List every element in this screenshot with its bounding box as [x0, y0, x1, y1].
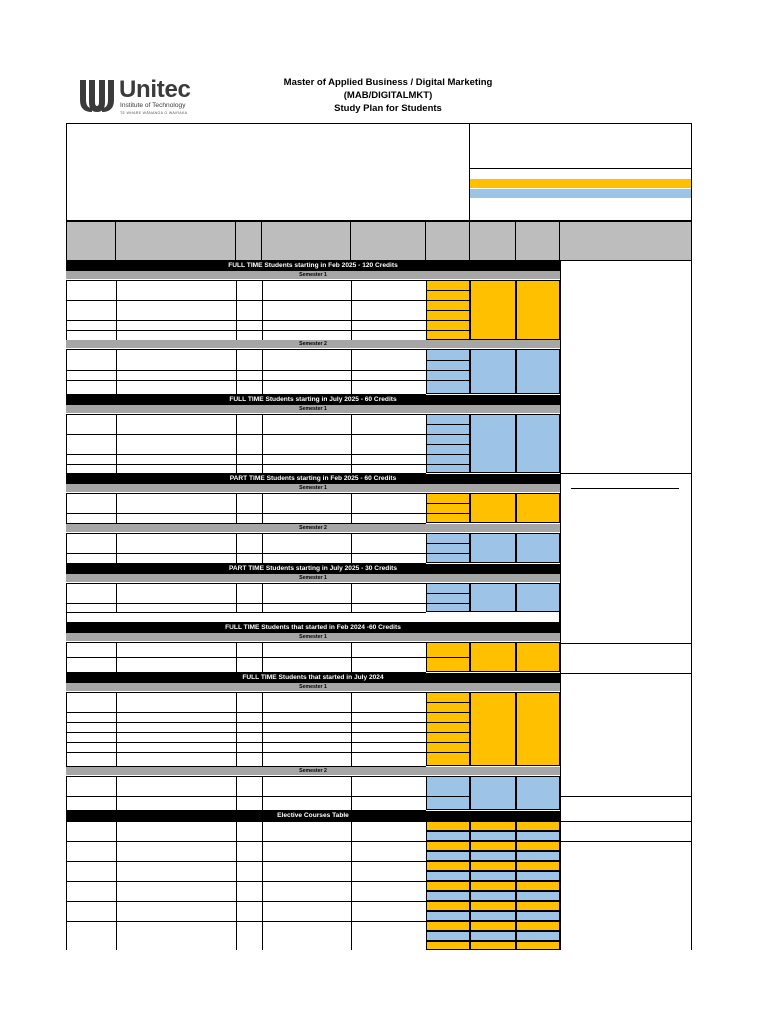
table-row-line-0-4	[66, 330, 426, 331]
table-col-line-5-2	[236, 583, 237, 612]
status-block-8-2	[516, 776, 560, 810]
notes-col-right	[691, 260, 692, 950]
status-block-7-1	[470, 692, 516, 766]
table-row-line-2-3	[66, 454, 426, 455]
table-col-line-1-7	[516, 349, 517, 394]
table-col-line-7-2	[236, 692, 237, 766]
elective-status-6-1	[470, 881, 516, 891]
table-col-line-4-1	[116, 533, 117, 563]
table-col-line-6-5	[426, 642, 427, 672]
table-col-line-8-6	[470, 776, 471, 810]
table-row-line-3-2	[66, 513, 426, 514]
section-band-pt-jul2025: PART TIME Students starting in July 2025 - 30 Credits	[66, 564, 560, 574]
status-stripe-1-0	[426, 360, 470, 361]
table-row-line-5-0	[66, 583, 426, 584]
status-block-3-1	[470, 493, 516, 523]
table-col-line-2-1	[116, 414, 117, 473]
elective-row-line-0	[66, 821, 426, 822]
legend-blue-swatch	[470, 189, 691, 198]
status-block-2-2	[516, 414, 560, 473]
table-col-line-8-0	[66, 776, 67, 810]
status-block-3-2	[516, 493, 560, 523]
status-stripe-7-3	[426, 732, 470, 733]
table-col-line-6-7	[516, 642, 517, 672]
semester-label-pt-feb2025-s2: Semester 2	[66, 524, 560, 532]
status-block-7-0	[426, 692, 470, 766]
status-stripe-6-0	[426, 657, 470, 658]
elective-status-6-0	[426, 881, 470, 891]
table-col-line-2-3	[262, 414, 263, 473]
notes-col-left	[560, 260, 561, 950]
table-col-line-5-4	[351, 583, 352, 612]
table-col-line-7-0	[66, 692, 67, 766]
elective-status-12-2	[516, 941, 560, 950]
semester-label-ft-jul2024-s2: Semester 2	[66, 767, 560, 775]
elective-status-7-0	[426, 891, 470, 901]
status-stripe-7-1	[426, 712, 470, 713]
status-block-5-2	[516, 583, 560, 612]
status-stripe-5-1	[426, 603, 470, 604]
status-stripe-4-1	[426, 553, 470, 554]
table-col-line-1-4	[351, 349, 352, 394]
status-stripe-0-0	[426, 290, 470, 291]
elective-status-1-0	[426, 831, 470, 841]
status-stripe-7-5	[426, 752, 470, 753]
elective-status-0-2	[516, 821, 560, 831]
notes-row-line-4	[560, 821, 692, 822]
table-col-line-1-6	[470, 349, 471, 394]
status-stripe-2-3	[426, 454, 470, 455]
table-col-line-3-1	[116, 493, 117, 523]
table-col-line-6-6	[470, 642, 471, 672]
elective-status-4-2	[516, 861, 560, 871]
table-row-line-2-2	[66, 434, 426, 435]
table-col-line-4-7	[516, 533, 517, 563]
table-row-line-7-6	[66, 752, 426, 753]
elective-status-6-2	[516, 881, 560, 891]
semester-label-ft-jul2024-s1: Semester 1	[66, 683, 560, 691]
status-stripe-2-0	[426, 424, 470, 425]
table-col-line-7-1	[116, 692, 117, 766]
status-stripe-0-3	[426, 320, 470, 321]
status-block-7-2	[516, 692, 560, 766]
status-stripe-8-0	[426, 796, 470, 797]
elective-status-3-2	[516, 851, 560, 861]
table-col-line-1-3	[262, 349, 263, 394]
notes-row-line-0	[560, 473, 692, 474]
notes-row-line-3	[560, 796, 692, 797]
table-col-line-1-0	[66, 349, 67, 394]
legend-orange-swatch	[470, 179, 691, 188]
elective-status-5-1	[470, 871, 516, 881]
elective-status-7-2	[516, 891, 560, 901]
table-col-line-0-0	[66, 280, 67, 340]
table-col-line-4-6	[470, 533, 471, 563]
section-band-ft-jul2025: FULL TIME Students starting in July 2025 - 60 Credits	[66, 395, 560, 405]
status-block-3-0	[426, 493, 470, 523]
status-block-4-0	[426, 533, 470, 563]
table-row-line-7-0	[66, 692, 426, 693]
table-col-line-0-5	[426, 280, 427, 340]
status-stripe-4-0	[426, 543, 470, 544]
table-col-line-8-3	[262, 776, 263, 810]
elective-status-5-0	[426, 871, 470, 881]
table-row-line-0-3	[66, 320, 426, 321]
table-col-line-2-0	[66, 414, 67, 473]
elective-status-1-1	[470, 831, 516, 841]
table-col-line-4-4	[351, 533, 352, 563]
status-block-0-2	[516, 280, 560, 340]
status-block-6-1	[470, 642, 516, 672]
status-block-6-2	[516, 642, 560, 672]
status-stripe-2-1	[426, 434, 470, 435]
table-row-line-7-3	[66, 722, 426, 723]
table-col-line-8-4	[351, 776, 352, 810]
status-stripe-2-4	[426, 464, 470, 465]
unitec-emblem-icon	[78, 78, 116, 114]
status-block-4-1	[470, 533, 516, 563]
table-col-line-7-7	[516, 692, 517, 766]
table-row-line-4-2	[66, 553, 426, 554]
logo-name: Unitec	[119, 76, 191, 103]
elective-status-9-0	[426, 911, 470, 921]
header-col-9	[560, 221, 692, 261]
table-row-line-7-5	[66, 742, 426, 743]
elective-status-4-1	[470, 861, 516, 871]
status-stripe-7-0	[426, 702, 470, 703]
semester-label-ft-feb2024-s1: Semester 1	[66, 633, 560, 641]
semester-label-ft-jul2025-s1: Semester 1	[66, 405, 560, 413]
table-col-line-1-1	[116, 349, 117, 394]
table-row-line-6-2	[66, 657, 426, 658]
table-col-line-0-7	[516, 280, 517, 340]
table-col-line-2-5	[426, 414, 427, 473]
table-col-line-0-1	[116, 280, 117, 340]
table-col-line-7-3	[262, 692, 263, 766]
header-col-3	[236, 221, 262, 261]
header-col-5	[351, 221, 426, 261]
elective-status-3-0	[426, 851, 470, 861]
elective-row-line-4	[66, 901, 426, 902]
table-row-line-6-0	[66, 642, 426, 643]
unitec-logo	[78, 76, 204, 120]
logo-subtitle: Institute of Technology	[120, 102, 186, 109]
header-col-1	[66, 221, 116, 261]
table-row-line-7-4	[66, 732, 426, 733]
table-col-line-4-5	[426, 533, 427, 563]
table-col-line-7-6	[470, 692, 471, 766]
table-col-line-5-6	[470, 583, 471, 612]
table-col-line-5-3	[262, 583, 263, 612]
info-separator	[469, 168, 692, 169]
table-col-line-0-2	[236, 280, 237, 340]
table-col-line-6-2	[236, 642, 237, 672]
document-subtitle: Study Plan for Students	[334, 103, 442, 114]
elective-status-9-2	[516, 911, 560, 921]
table-row-line-0-0	[66, 280, 426, 281]
elective-status-12-1	[470, 941, 516, 950]
table-col-line-0-6	[470, 280, 471, 340]
semester-label-ft-feb2025-s1: Semester 1	[66, 271, 560, 279]
status-block-5-0	[426, 583, 470, 612]
status-block-4-2	[516, 533, 560, 563]
status-block-0-1	[470, 280, 516, 340]
table-col-line-4-3	[262, 533, 263, 563]
table-row-line-1-0	[66, 349, 426, 350]
elective-status-12-0	[426, 941, 470, 950]
elective-status-2-0	[426, 841, 470, 851]
table-col-line-5-1	[116, 583, 117, 612]
notes-row-line-1	[560, 643, 692, 644]
elective-row-line-1	[66, 841, 426, 842]
status-block-5-1	[470, 583, 516, 612]
table-row-line-5-1	[66, 612, 426, 613]
table-col-line-8-7	[516, 776, 517, 810]
status-block-1-2	[516, 349, 560, 394]
section-band-pt-feb2025: PART TIME Students starting in Feb 2025 - 60 Credits	[66, 474, 560, 484]
status-stripe-0-4	[426, 330, 470, 331]
table-col-line-7-4	[351, 692, 352, 766]
status-stripe-1-1	[426, 370, 470, 371]
elective-status-2-2	[516, 841, 560, 851]
table-col-line-3-0	[66, 493, 67, 523]
table-col-line-6-4	[351, 642, 352, 672]
header-top-rule	[66, 221, 692, 222]
elective-status-8-1	[470, 901, 516, 911]
elective-row-line-2	[66, 861, 426, 862]
status-stripe-7-4	[426, 742, 470, 743]
table-row-line-8-0	[66, 776, 426, 777]
document-title: Master of Applied Business / Digital Marketing	[283, 77, 493, 88]
table-col-line-3-6	[470, 493, 471, 523]
elective-status-1-2	[516, 831, 560, 841]
status-stripe-2-2	[426, 444, 470, 445]
elective-status-5-2	[516, 871, 560, 881]
table-col-line-6-0	[66, 642, 67, 672]
notes-signature-line	[571, 488, 679, 489]
elective-status-7-1	[470, 891, 516, 901]
section-band-ft-jul2024: FULL TIME Students that started in July 2024	[66, 673, 560, 683]
table-col-line-6-1	[116, 642, 117, 672]
semester-label-ft-feb2025-s2: Semester 2	[66, 340, 560, 348]
notes-row-line-2	[560, 673, 692, 674]
table-col-line-2-7	[516, 414, 517, 473]
table-row-line-0-2	[66, 300, 426, 301]
table-col-line-8-1	[116, 776, 117, 810]
table-col-line-4-0	[66, 533, 67, 563]
elective-status-11-1	[470, 931, 516, 941]
elective-status-10-2	[516, 921, 560, 931]
elective-status-9-1	[470, 911, 516, 921]
header-col-6	[426, 221, 470, 261]
table-col-line-1-2	[236, 349, 237, 394]
elective-status-11-2	[516, 931, 560, 941]
table-row-line-1-3	[66, 380, 426, 381]
table-row-line-2-0	[66, 414, 426, 415]
table-col-line-3-2	[236, 493, 237, 523]
elective-status-0-0	[426, 821, 470, 831]
table-row-line-3-0	[66, 493, 426, 494]
elective-row-line-5	[66, 921, 426, 922]
elective-status-11-0	[426, 931, 470, 941]
status-block-1-1	[470, 349, 516, 394]
table-col-line-5-0	[66, 583, 67, 612]
header-col-7	[470, 221, 516, 261]
table-col-line-4-2	[236, 533, 237, 563]
semester-label-pt-feb2025-s1: Semester 1	[66, 484, 560, 492]
elective-status-10-0	[426, 921, 470, 931]
table-row-line-8-2	[66, 796, 426, 797]
table-row-line-7-2	[66, 712, 426, 713]
section-band-elective: Elective Courses Table	[66, 811, 560, 821]
status-stripe-5-0	[426, 593, 470, 594]
elective-row-line-3	[66, 881, 426, 882]
elective-status-4-0	[426, 861, 470, 871]
header-col-4	[262, 221, 351, 261]
status-stripe-0-2	[426, 310, 470, 311]
table-col-line-0-4	[351, 280, 352, 340]
table-row-line-4-0	[66, 533, 426, 534]
section-band-ft-feb2025: FULL TIME Students starting in Feb 2025 - 120 Credits	[66, 261, 560, 271]
semester-label-pt-jul2025-s1: Semester 1	[66, 574, 560, 582]
elective-status-8-0	[426, 901, 470, 911]
elective-status-0-1	[470, 821, 516, 831]
header-col-2	[116, 221, 236, 261]
status-block-8-0	[426, 776, 470, 810]
status-stripe-7-2	[426, 722, 470, 723]
table-row-line-5-2	[66, 603, 426, 604]
notes-row-line-5	[560, 841, 692, 842]
table-col-line-8-5	[426, 776, 427, 810]
table-row-line-1-2	[66, 370, 426, 371]
elective-status-3-1	[470, 851, 516, 861]
elective-status-2-1	[470, 841, 516, 851]
status-block-8-1	[470, 776, 516, 810]
elective-status-10-1	[470, 921, 516, 931]
status-stripe-3-1	[426, 513, 470, 514]
table-col-line-7-5	[426, 692, 427, 766]
table-col-line-6-3	[262, 642, 263, 672]
table-col-line-2-4	[351, 414, 352, 473]
table-col-line-3-3	[262, 493, 263, 523]
table-col-line-3-4	[351, 493, 352, 523]
table-col-line-8-2	[236, 776, 237, 810]
header-col-8	[516, 221, 560, 261]
table-col-line-3-5	[426, 493, 427, 523]
table-col-line-gap-left	[66, 612, 67, 623]
table-row-line-2-4	[66, 464, 426, 465]
program-code: (MAB/DIGITALMKT)	[343, 90, 433, 101]
status-block-2-1	[470, 414, 516, 473]
student-info-box	[66, 123, 692, 221]
info-divider	[469, 123, 470, 221]
table-col-line-1-5	[426, 349, 427, 394]
status-stripe-0-1	[426, 300, 470, 301]
status-block-1-0	[426, 349, 470, 394]
table-col-line-3-7	[516, 493, 517, 523]
section-band-ft-feb2024: FULL TIME Students that started in Feb 2024 -60 Credits	[66, 623, 560, 633]
status-stripe-1-2	[426, 380, 470, 381]
table-col-line-0-3	[262, 280, 263, 340]
table-col-line-2-2	[236, 414, 237, 473]
table-col-line-5-7	[516, 583, 517, 612]
table-col-line-5-5	[426, 583, 427, 612]
elective-status-8-2	[516, 901, 560, 911]
table-col-line-2-6	[470, 414, 471, 473]
logo-tagline: TE WHARE WĀNANGA O WAIRAKA	[120, 111, 188, 115]
status-stripe-3-0	[426, 503, 470, 504]
